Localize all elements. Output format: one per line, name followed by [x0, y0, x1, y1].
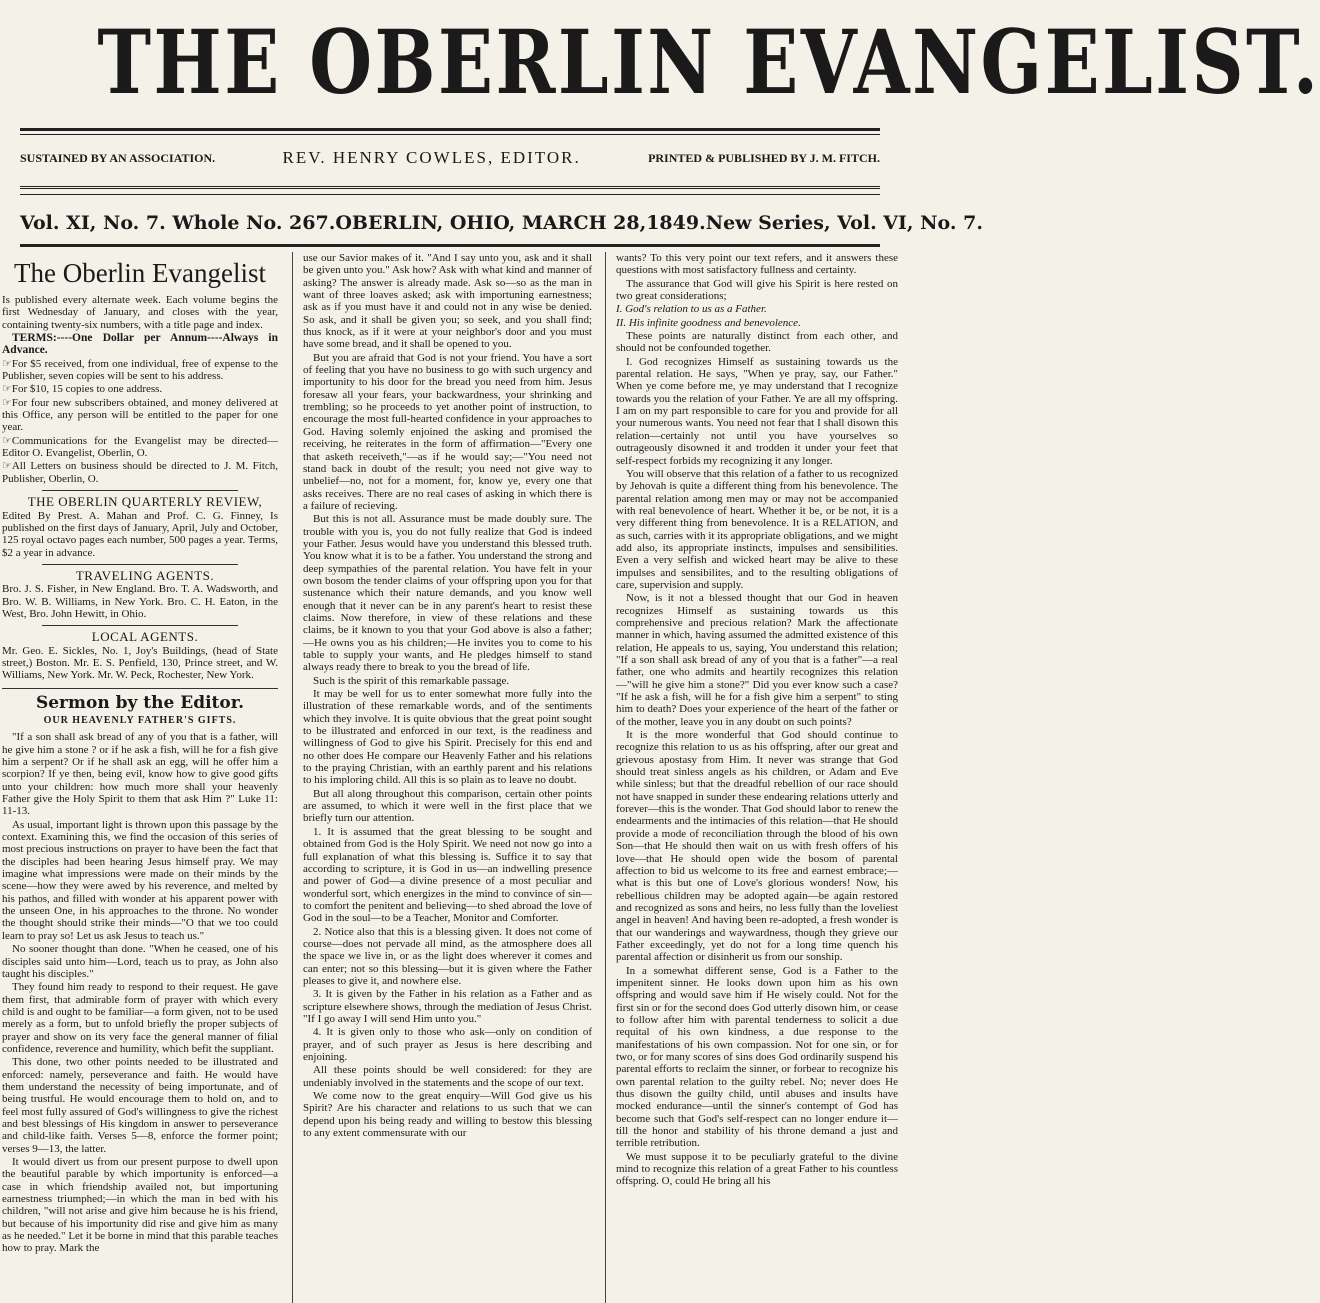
divider: [42, 490, 238, 491]
paragraph: As usual, important light is thrown upon this passage by the context. Examining this, we find the occasion of this series of most precious instructions on prayer to have been the fact that the disciples had been hearing Jesus himself pray. We may imagine what impressions were made on their minds by the scene—how they were awed by his reverence, and melted by his pathos, and filled with wonder at his apparent power with the unseen One, in his approaches to the throne. No wonder the thought should strike their minds—"O that we too could learn to pray so! Let us ask Jesus to teach us.": [2, 818, 278, 942]
publisher-label: PRINTED & PUBLISHED BY J. M. FITCH.: [648, 150, 880, 165]
dateline-label: OBERLIN, OHIO, MARCH 28,1849.: [335, 212, 706, 234]
rule: [20, 134, 880, 135]
evangelist-title: The Oberlin Evangelist: [14, 258, 266, 288]
column-divider: [605, 252, 606, 1303]
local-heading: LOCAL AGENTS.: [91, 629, 199, 645]
column-2: [303, 252, 592, 1303]
note-text: ☞For $10, 15 copies to one address.: [2, 383, 163, 396]
paragraph: 2. Notice also that this is a blessing given. It does not come of course—does not pervade all mind, as the atmosphere does all the space we live in, or as the light does wherever it comes and can enter; not so this blessing—but it is given where the Father pleases to give it, and nowhere else.: [303, 925, 592, 987]
paragraph: use our Savior makes of it. "And I say unto you, ask and it shall be given unto you." Ask how? Ask with what kind and manner of asking? The answer is already made. Ask so—so as the man in want of three loaves asked; ask with importuning earnestness; ask as if you must have it and could not in any wise be denied. So ask, and it shall be given you; so seek, and you shall find; thus knock, as if it were at your neighbor's door and you must have some bread, and it shall be opened to you.: [303, 252, 592, 351]
column-1: [2, 252, 278, 1303]
paragraph: No sooner thought than done. "When he ceased, one of his disciples said unto him—Lord, teach us to pray, as John also taught his disciples.": [2, 943, 278, 980]
rule: [20, 244, 880, 247]
quarterly-heading: THE OBERLIN QUARTERLY REVIEW,: [27, 494, 263, 510]
paragraph: Such is the spirit of this remarkable passage.: [313, 674, 510, 687]
paragraph: It would divert us from our present purpose to dwell upon the beautiful parable by which importunity is enforced—a case in which friendship availed not, but importuning earnestness triumphed;—in which the man in bed with his children, "will not arise and give him because he is his friend, but because of his importunity did rise and give him as many as he needed." Let it be borne in mind that this parable teaches how to pray. Mark the: [2, 1156, 278, 1255]
note-text: ☞All Letters on business should be directed to J. M. Fitch, Publisher, Oberlin, O.: [2, 460, 278, 485]
dateline-row: [20, 210, 983, 236]
header-row: [20, 148, 880, 168]
editor-label: REV. HENRY COWLES, EDITOR.: [282, 148, 581, 167]
rule: [20, 128, 880, 131]
sustained-label: SUSTAINED BY AN ASSOCIATION.: [20, 150, 216, 165]
paragraph: But you are afraid that God is not your friend. You have a sort of feeling that you have no business to go with such urgency and importunity to his door for the bread you need from him. Jesus foresaw all your fears, your backwardness, your shrinking and trembling; so he proceeds to yet another point of instruction, to encourage the most full-hearted confidence in your approaches to God. Having solemly enjoined the asking and promised the receiving, he reiterates in the form of affirmation—"Every one that asketh receiveth,"—as if he would say;—"You need not stand back in doubt of the result; you need not give way to unbelief—no, not for a moment, for, know ye, every one that asks receives. There are no real cases of asking in which there is a failure of recieving.: [303, 351, 592, 512]
quarterly-text: Edited By Prest. A. Mahan and Prof. C. G. Finney, Is published on the first days of January, April, July and October, 125 royal octavo pages each number, 500 pages a year. Terms, $2 a year in advance.: [2, 509, 278, 559]
rule: [20, 194, 880, 195]
point-heading: I. God's relation to us as a Father.: [616, 303, 767, 316]
paragraph: All these points should be well considered: for they are undeniably involved in the statements and the scope of our text.: [303, 1064, 592, 1089]
local-text: Mr. Geo. E. Sickles, No. 1, Joy's Buildings, (head of State street,) Boston. Mr. E. S. Penfield, 130, Prince street, and W. Williams, New York. Mr. W. Peck, Rochester, New York.: [2, 644, 278, 682]
paragraph: They found him ready to respond to their request. He gave them first, that admirable form of prayer with which every child is and ought to be familiar—a form given, not to be used merely as a form, but to unfold briefly the proper subjects of prayer and show on its very face the general manner of filial confidence, reverence and humility, which befit the suppliant.: [2, 981, 278, 1055]
sermon-heading: Sermon by the Editor.: [35, 692, 245, 713]
intro-text: Is published every alternate week. Each volume begins the first Wednesday of January, and closes with the year, containing twenty-six numbers, with a title page and index.: [2, 294, 278, 331]
paragraph: "If a son shall ask bread of any of you that is a father, will he give him a stone ? or if he ask a fish, will he for a fish give him a serpent? Or if he shall ask an egg, will he offer him a scorpion? If ye then, being evil, know how to give good gifts unto your children: how much more shall your heavenly Father give the Holy Spirit to them that ask Him ?" Luke 11: 11-13.: [2, 731, 278, 818]
paragraph: The assurance that God will give his Spirit is here rested on two great considerations;: [616, 277, 898, 303]
paragraph: This done, two other points needed to be illustrated and enforced: namely, perseverance and faith. He would have them understand the necessity of being importunate, and of being trustful. He would encourage them to hold on, and to feel most fully assured of God's willingness to give the richest and best blessings of His kingdom in answer to perseverance and child-like faith. Verses 5—8, enforce the former point; verses 9—13, the latter.: [2, 1056, 278, 1155]
paragraph: We must suppose it to be peculiarly grateful to the divine mind to recognize this relation of a great Father to his countless offspring. O, could He bring all his: [616, 1150, 898, 1188]
divider: [42, 564, 238, 565]
paragraph: We come now to the great enquiry—Will God give us his Spirit? Are his character and relations to us such that we can depend upon his being ready and willing to bestow this blessing to any extent commensurate with our: [303, 1090, 592, 1140]
terms-heading: TERMS:----One Dollar per Annum----Always in Advance.: [2, 332, 278, 357]
paragraph: It is the more wonderful that God should continue to recognize this relation to us as his offspring, after our great and grievous apostasy from Him. It never was strange that God should treat sinless angels as his children, or Adam and Eve while sinless; but that the dreadful rebellion of our race should not have snapped in sunder these endearing relations utterly and forever—this is the wonder. That God should labor to renew the endearments and the intimacies of this relation—that He should provide a mode of reconciliation through the blood of his own Son—that He should then wait on us with fresh offers of his love—that He should open wide the bosom of parental affection to bid us welcome to its free and earnest embrace;—what is this but one of Love's glorious wonders! Now, his rebellious children may be adopted again—be again restored and recognized as sons and heirs, no less fully than the loveliest angel in heaven! And having been re-adopted, a fresh wonder is that our wanderings and waywardness, though they grieve our Father exceedingly, yet do not for a long time quench his parental affection or disinherit us from our sonship.: [616, 729, 898, 964]
divider: [42, 625, 238, 626]
rule: [20, 186, 880, 189]
paragraph: 3. It is given by the Father in his relation as a Father and as scripture elsewhere shows, through the mediation of Jesus Christ. "If I go away I will send Him unto you.": [303, 988, 592, 1025]
paragraph: wants? To this very point our text refers, and it answers these questions with most satisfactory fullness and certainty.: [616, 252, 898, 277]
divider: [2, 688, 278, 689]
note-text: ☞For four new subscribers obtained, and money delivered at this Office, any person will be entitled to the paper for one year.: [2, 396, 278, 434]
column-divider: [292, 252, 293, 1303]
traveling-heading: TRAVELING AGENTS.: [75, 567, 215, 583]
paragraph: 4. It is given only to those who ask—only on condition of prayer, and of such prayer as Jesus is here describing and enjoining.: [303, 1026, 592, 1063]
column-3: [616, 252, 898, 1303]
volume-label: Vol. XI, No. 7. Whole No. 267.: [20, 212, 336, 234]
paragraph: It may be well for us to enter somewhat more fully into the illustration of these remarkable words, and of the sentiments which they involve. It is quite obvious that the great point sought to be illustrated and enforced in our text, is the readiness and willingness of God to give his Spirit. Precisely for this end and no other does He compare our Heavenly Father and his relations to the praying Christian, with an earthly parent and his relations to his imploring child. All this is so plain as to leave no doubt.: [303, 688, 592, 787]
masthead-title: THE OBERLIN EVANGELIST.: [97, 10, 1320, 114]
paragraph: I. God recognizes Himself as sustaining towards us the parental relation. He says, "When ye pray, say, our Father." When ye come before me, ye may understand that I recognize towards you the relation of your Father. Ye are all my offspring. I am on my part responsible to care for you and provide for all your numerous wants. You need not fear that I shall disown this relation—certainly not until you have yourselves so outrageously disowned it and trodden it under your feet that self-respect forbids my recognizing it any longer.: [616, 355, 898, 467]
paragraph: 1. It is assumed that the great blessing to be sought and obtained from God is the Holy Spirit. We need not now go into a full explanation of what this blessing is. Suffice it to say that according to scripture, it is God in us—an indwelling presence and power of God—a divine presence of a most peculiar and wonderful sort, which energizes in the mind to convince of sin—to comfort the penitent and believing—to shed abroad the love of God in the soul—to be a Teacher, Monitor and Comforter.: [303, 825, 592, 925]
paragraph: But all along throughout this comparison, certain other points are assumed, to which it were well in the first place that we briefly turn our attention.: [303, 787, 592, 825]
series-label: New Series, Vol. VI, No. 7.: [705, 212, 983, 234]
paragraph: But this is not all. Assurance must be made doubly sure. The trouble with you is, you do not fully realize that God is indeed your Father. Jesus would have you understand this blessed truth. You know what it is to be a father. You understand the strong and deep sympathies of the parental relation. You have felt in your own bosom the tender claims of your offspring upon you for that sustenance which their nature demands, and you know well enough that it never can be in any parent's heart to resist these claims. Now therefore, in view of these relations and these claims, be it known to you that your God above is also a father;—He owns you as his children;—He invites you to come to his table to supply your wants, and He pledges himself to stand always ready there to break to you the bread of life.: [303, 513, 592, 674]
point-heading: II. His infinite goodness and benevolence.: [616, 316, 801, 329]
paragraph: In a somewhat different sense, God is a Father to the impenitent sinner. He looks down upon him as his own offspring and would save him if He wisely could. Not for the first sin or for the second does God utterly disown him, or cease to follow after him with parental tenderness to solicit a due requital of his own kindness, a due response to the manifestations of his own compassion. Not for one sin, or for two, or for many scores of sins does God ordinarily suspend his parental efforts to reclaim the sinner, or forbear to recognize his own parental relation to the guilty rebel. No; never does He thus disown the guilty child, until abuses and insults have mocked endurance—until the sinner's contempt of God has become such that God's self-respect can no longer endure it—till the honor and stability of his throne demand a just and terrible retribution.: [616, 964, 898, 1150]
note-text: ☞Communications for the Evangelist may be directed—Editor O. Evangelist, Oberlin, O.: [2, 434, 278, 460]
traveling-text: Bro. J. S. Fisher, in New England. Bro. T. A. Wadsworth, and Bro. W. B. Williams, in New York. Bro. C. H. Eaton, in the West, Bro. John Hewitt, in Ohio.: [2, 583, 278, 620]
paragraph: You will observe that this relation of a father to us recognized by Jehovah is quite a different thing from his benevolence. The parental relation among men may or may not be accompanied with real benevolence of heart. Whether it be, or be not, it is a very different thing from benevolence. It is a RELATION, and as such, carries with it its appropriate obligations, and we might add also, its appropriate instincts, impulses and sensibilities. Even a very selfish and wicked heart may be alive to these impulses and sensibilites, and to the resulting obligations of care, supervision and supply.: [616, 467, 898, 591]
paragraph: Now, is it not a blessed thought that our God in heaven recognizes Himself as sustaining towards us this comprehensive and precious relation? Mark the affectionate manner in which, having assumed the admitted existence of this relation, He appeals to us, saying, You understand this relation; "If a son shall ask bread of any of you that is a father"—a real father, one who admits and heartily recognizes this relation—"will he give him a stone?" Did you ever know such a case? "If he ask a fish, will he for a fish give him a serpent" to sting him to death? Does your experience of the heart of the father or of the mother, leave you in any doubt on such points?: [616, 592, 898, 728]
paragraph: These points are naturally distinct from each other, and should not be confounded together.: [616, 330, 898, 355]
note-text: ☞For $5 received, from one individual, free of expense to the Publisher, seven copies will be sent to his address.: [2, 357, 278, 383]
gifts-heading: OUR HEAVENLY FATHER'S GIFTS.: [43, 714, 237, 726]
